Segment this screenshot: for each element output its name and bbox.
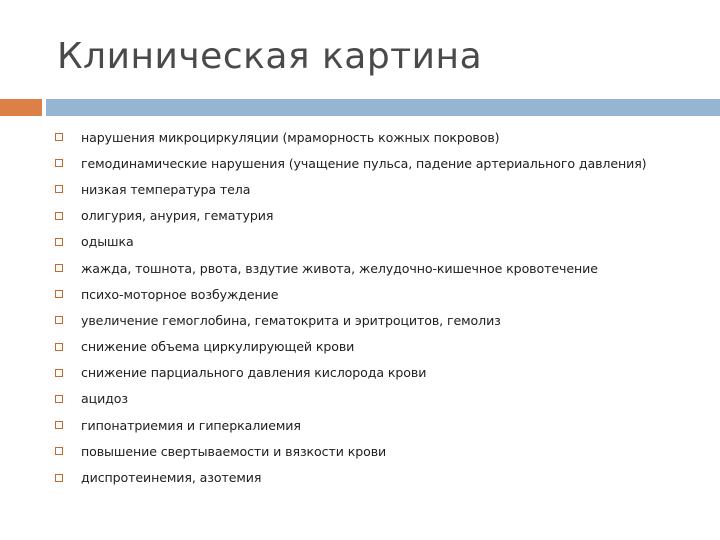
list-item-text: снижение объема циркулирующей крови <box>81 339 355 355</box>
list-item-text: олигурия, анурия, гематурия <box>81 208 274 224</box>
list-item-text: гемодинамические нарушения (учащение пульса, падение артериального давления) <box>81 155 647 171</box>
list-item <box>55 150 647 176</box>
list-item <box>55 386 647 412</box>
square-bullet-icon <box>55 185 63 193</box>
list-item-text: психо-моторное возбуждение <box>81 286 279 302</box>
accent-bar <box>0 99 42 116</box>
list-item-text: нарушения микроциркуляции (мраморность кожных покровов) <box>81 129 500 145</box>
list-item-text: повышение свертываемости и вязкости крови <box>81 443 387 459</box>
list-item-text: одышка <box>81 234 134 250</box>
slide-title: Клиническая картина <box>57 36 483 77</box>
list-item <box>55 464 647 490</box>
square-bullet-icon <box>55 343 63 351</box>
list-item <box>55 438 647 464</box>
square-bullet-icon <box>55 290 63 298</box>
list-item <box>55 124 647 150</box>
list-item-text: низкая температура тела <box>81 181 251 197</box>
square-bullet-icon <box>55 474 63 482</box>
square-bullet-icon <box>55 316 63 324</box>
square-bullet-icon <box>55 264 63 272</box>
title-underline-bar <box>46 99 720 116</box>
square-bullet-icon <box>55 133 63 141</box>
square-bullet-icon <box>55 238 63 246</box>
list-item <box>55 360 647 386</box>
square-bullet-icon <box>55 159 63 167</box>
list-item <box>55 203 647 229</box>
list-item-text: ацидоз <box>81 391 128 407</box>
list-item <box>55 307 647 333</box>
list-item <box>55 281 647 307</box>
square-bullet-icon <box>55 447 63 455</box>
square-bullet-icon <box>55 212 63 220</box>
square-bullet-icon <box>55 369 63 377</box>
list-item <box>55 412 647 438</box>
list-item <box>55 255 647 281</box>
list-item-text: увеличение гемоглобина, гематокрита и эритроцитов, гемолиз <box>81 312 501 328</box>
list-item <box>55 334 647 360</box>
list-item <box>55 176 647 202</box>
bullet-list <box>55 124 647 491</box>
list-item <box>55 229 647 255</box>
square-bullet-icon <box>55 421 63 429</box>
list-item-text: снижение парциального давления кислорода крови <box>81 365 427 381</box>
list-item-text: жажда, тошнота, рвота, вздутие живота, желудочно-кишечное кровотечение <box>81 260 598 276</box>
list-item-text: диспротеинемия, азотемия <box>81 470 262 486</box>
square-bullet-icon <box>55 395 63 403</box>
list-item-text: гипонатриемия и гиперкалиемия <box>81 417 301 433</box>
